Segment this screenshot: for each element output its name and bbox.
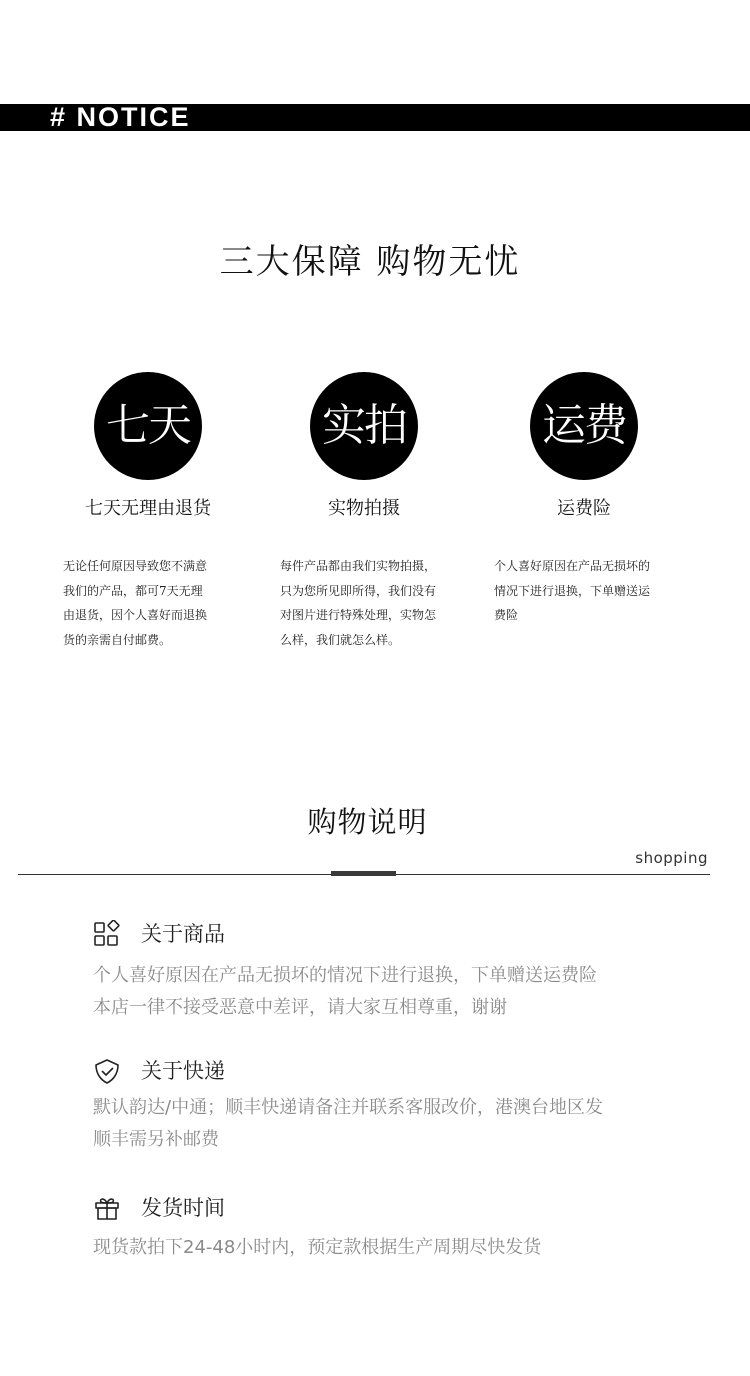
seven-day-badge: 七天 [94, 372, 202, 480]
desc-line: 我们的产品，都可7天无理 [63, 583, 203, 598]
feature-title: 运费险 [557, 498, 611, 519]
section-title: 发货时间 [141, 1196, 225, 1220]
desc-line: 情况下进行退换，下单赠送运 [494, 583, 651, 598]
feature-shipping-insurance [484, 372, 684, 520]
section-title: 关于快递 [141, 1059, 225, 1083]
feature-desc-return [63, 554, 241, 652]
desc-line: 由退货，因个人喜好而退换 [63, 608, 208, 622]
feature-real-photo [264, 372, 464, 520]
shipping-badge: 运费 [530, 372, 638, 480]
grid-icon [93, 920, 121, 948]
feature-title: 七天无理由退货 [85, 498, 211, 519]
shopping-title: 购物说明 [307, 805, 428, 839]
desc-line: 费险 [494, 608, 519, 622]
section-about-product-text [93, 960, 713, 1024]
guarantee-title: 三大保障 购物无忧 [219, 242, 521, 282]
desc-line: 对图片进行特殊处理，实物怎 [280, 608, 437, 622]
desc-line: 每件产品都由我们实物拍摄， [280, 559, 437, 573]
desc-line: 么样，我们就怎么样。 [280, 632, 401, 647]
info-line: 本店一律不接受恶意中差评，请大家互相尊重，谢谢 [93, 997, 507, 1018]
feature-seven-day-return [48, 372, 248, 520]
feature-desc-photo [280, 554, 458, 652]
notice-banner [0, 104, 750, 131]
shield-check-icon [93, 1057, 121, 1085]
section-about-delivery-text [93, 1092, 713, 1156]
notice-label: # NOTICE [50, 102, 191, 132]
feature-title: 实物拍摄 [328, 498, 400, 519]
shopping-subtitle: shopping [635, 849, 708, 867]
info-line: 个人喜好原因在产品无损坏的情况下进行退换，下单赠送运费险 [93, 965, 597, 986]
info-line: 默认韵达/中通；顺丰快递请备注并联系客服改价，港澳台地区发 [93, 1097, 604, 1118]
section-ship-time-text [93, 1232, 713, 1264]
info-line: 顺丰需另补邮费 [93, 1129, 219, 1150]
desc-line: 货的亲需自付邮费。 [63, 632, 172, 647]
desc-line: 个人喜好原因在产品无损坏的 [494, 559, 651, 573]
feature-desc-shipping [494, 554, 672, 628]
desc-line: 无论任何原因导致您不满意 [63, 559, 208, 573]
section-title: 关于商品 [141, 922, 225, 946]
divider-accent [331, 871, 396, 876]
gift-icon [93, 1194, 121, 1222]
real-photo-badge: 实拍 [310, 372, 418, 480]
desc-line: 只为您所见即所得，我们没有 [280, 583, 437, 598]
info-line: 现货款拍下24-48小时内，预定款根据生产周期尽快发货 [93, 1237, 542, 1258]
